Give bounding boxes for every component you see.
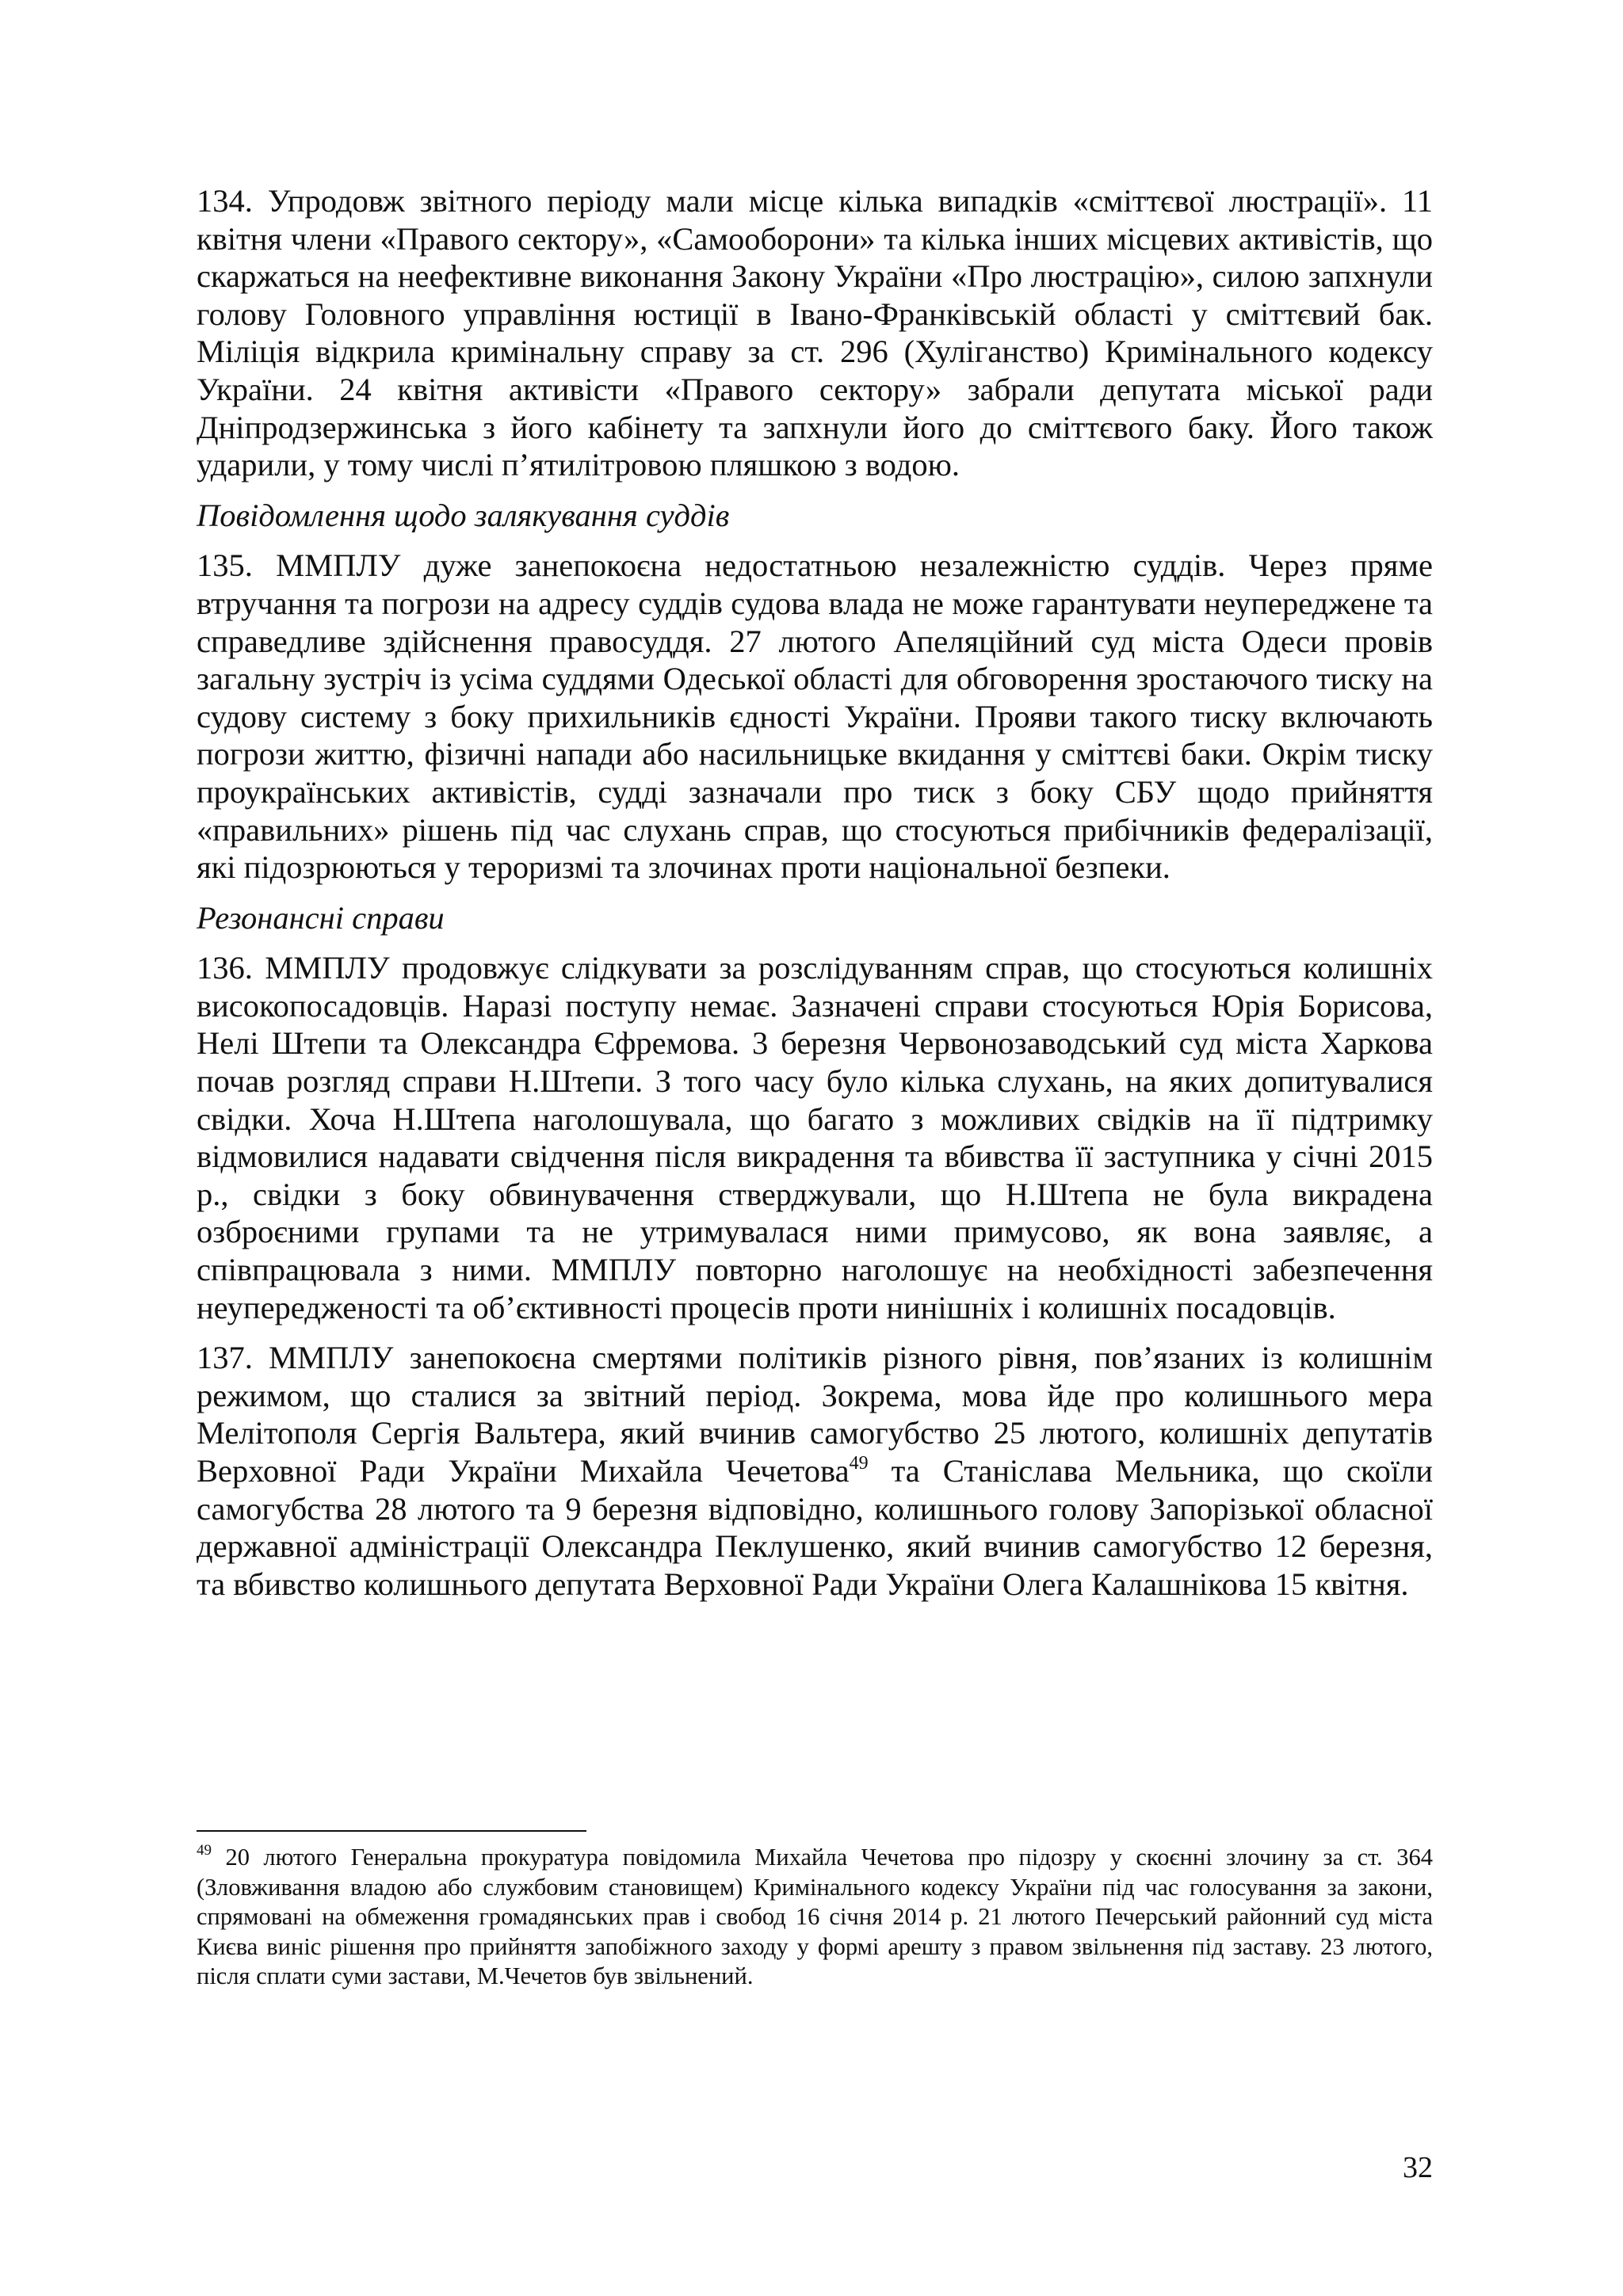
page-number: 32 — [1403, 2151, 1433, 2184]
paragraph-137-text-after-ref: та Станіслава Мельника, що скоїли самогубства 28 лютого та 9 березня відповідно, колишнього голову Запорізької обласної державної адміністрації Олександра Пеклушенко, який вчинив самогубство 12 березня, та вбивство колишнього депутата Верховної Ради України Олега Калашнікова 15 квітня. — [197, 1453, 1433, 1602]
paragraph-136: 136. ММПЛУ продовжує слідкувати за розслідуванням справ, що стосуються колишніх високопосадовців. Наразі поступу немає. Зазначені справи стосуються Юрія Борисова, Нелі Штепи та Олександра Єфремова. 3 березня Червонозаводський суд міста Харкова почав розгляд справи Н.Штепи. З того часу було кілька слухань, на яких допитувалися свідки. Хоча Н.Штепа наголошувала, що багато з можливих свідків на її підтримку відмовилися надавати свідчення після викрадення та вбивства її заступника у січні 2015 р., свідки з боку обвинувачення стверджували, що Н.Штепа не була викрадена озброєними групами та не утримувалася ними примусово, як вона заявляє, а співпрацювала з ними. ММПЛУ повторно наголошує на необхідності забезпечення неупередженості та об’єктивності процесів проти нинішніх і колишніх посадовців. — [197, 950, 1433, 1325]
section-heading-high-profile-cases: Резонансні справи — [197, 899, 445, 936]
paragraph-135: 135. ММПЛУ дуже занепокоєна недостатньою незалежністю суддів. Через пряме втручання та погрози на адресу суддів судова влада не може гарантувати неупереджене та справедливе здійснення правосуддя. 27 лютого Апеляційний суд міста Одеси провів загальну зустріч із усіма суддями Одеської області для обговорення зростаючого тиску на судову систему з боку прихильників єдності України. Прояви такого тиску включають погрози життю, фізичні напади або насильницьке вкидання у сміттєві баки. Окрім тиску проукраїнських активістів, судді зазначали про тиск з боку СБУ щодо прийняття «правильних» рішень під час слухань справ, що стосуються прибічників федералізації, які підозрюються у тероризмі та злочинах проти національної безпеки. — [197, 547, 1433, 886]
section-heading-judges-intimidation: Повідомлення щодо залякування суддів — [197, 497, 730, 533]
paragraph-137 — [197, 1339, 1433, 1603]
footnote — [197, 1843, 1433, 1992]
footnote-separator — [197, 1830, 586, 1832]
paragraph-134: 134. Упродовж звітного періоду мали місце кілька випадків «сміттєвої люстрації». 11 квітня члени «Правого сектору», «Самооборони» та кілька інших місцевих активістів, що скаржаться на неефективне виконання Закону України «Про люстрацію», силою запхнули голову Головного управління юстиції в Івано-Франківській області у сміттєвий бак. Міліція відкрила кримінальну справу за ст. 296 (Хуліганство) Кримінального кодексу України. 24 квітня активісти «Правого сектору» забрали депутата міської ради Дніпродзержинська з його кабінету та запхнули його до сміттєвого баку. Його також ударили, у тому числі п’ятилітровою пляшкою з водою. — [197, 183, 1433, 483]
footnote-text: 20 лютого Генеральна прокуратура повідомила Михайла Чечетова про підозру у скоєнні злочину за ст. 364 (Зловживання владою або службовим становищем) Кримінального кодексу України під час голосування за закони, спрямовані на обмеження громадянських прав і свобод 16 січня 2014 р. 21 лютого Печерський районний суд міста Києва виніс рішення про прийняття запобіжного заходу у формі арешту з правом звільнення під заставу. 23 лютого, після сплати суми застави, М.Чечетов був звільнений. — [197, 1844, 1433, 1989]
footnote-number: 49 — [197, 1842, 212, 1859]
body-text — [197, 182, 1433, 1615]
paragraph-137-text-before-ref: 137. ММПЛУ занепокоєна смертями політиків різного рівня, пов’язаних із колишнім режимом, що сталися за звітний період. Зокрема, мова йде про колишнього мера Мелітополя Сергія Вальтера, який вчинив самогубство 25 лютого, колишніх депутатів Верховної Ради України Михайла Чечетова — [197, 1340, 1433, 1489]
footnote-reference[interactable]: 49 — [849, 1453, 869, 1474]
